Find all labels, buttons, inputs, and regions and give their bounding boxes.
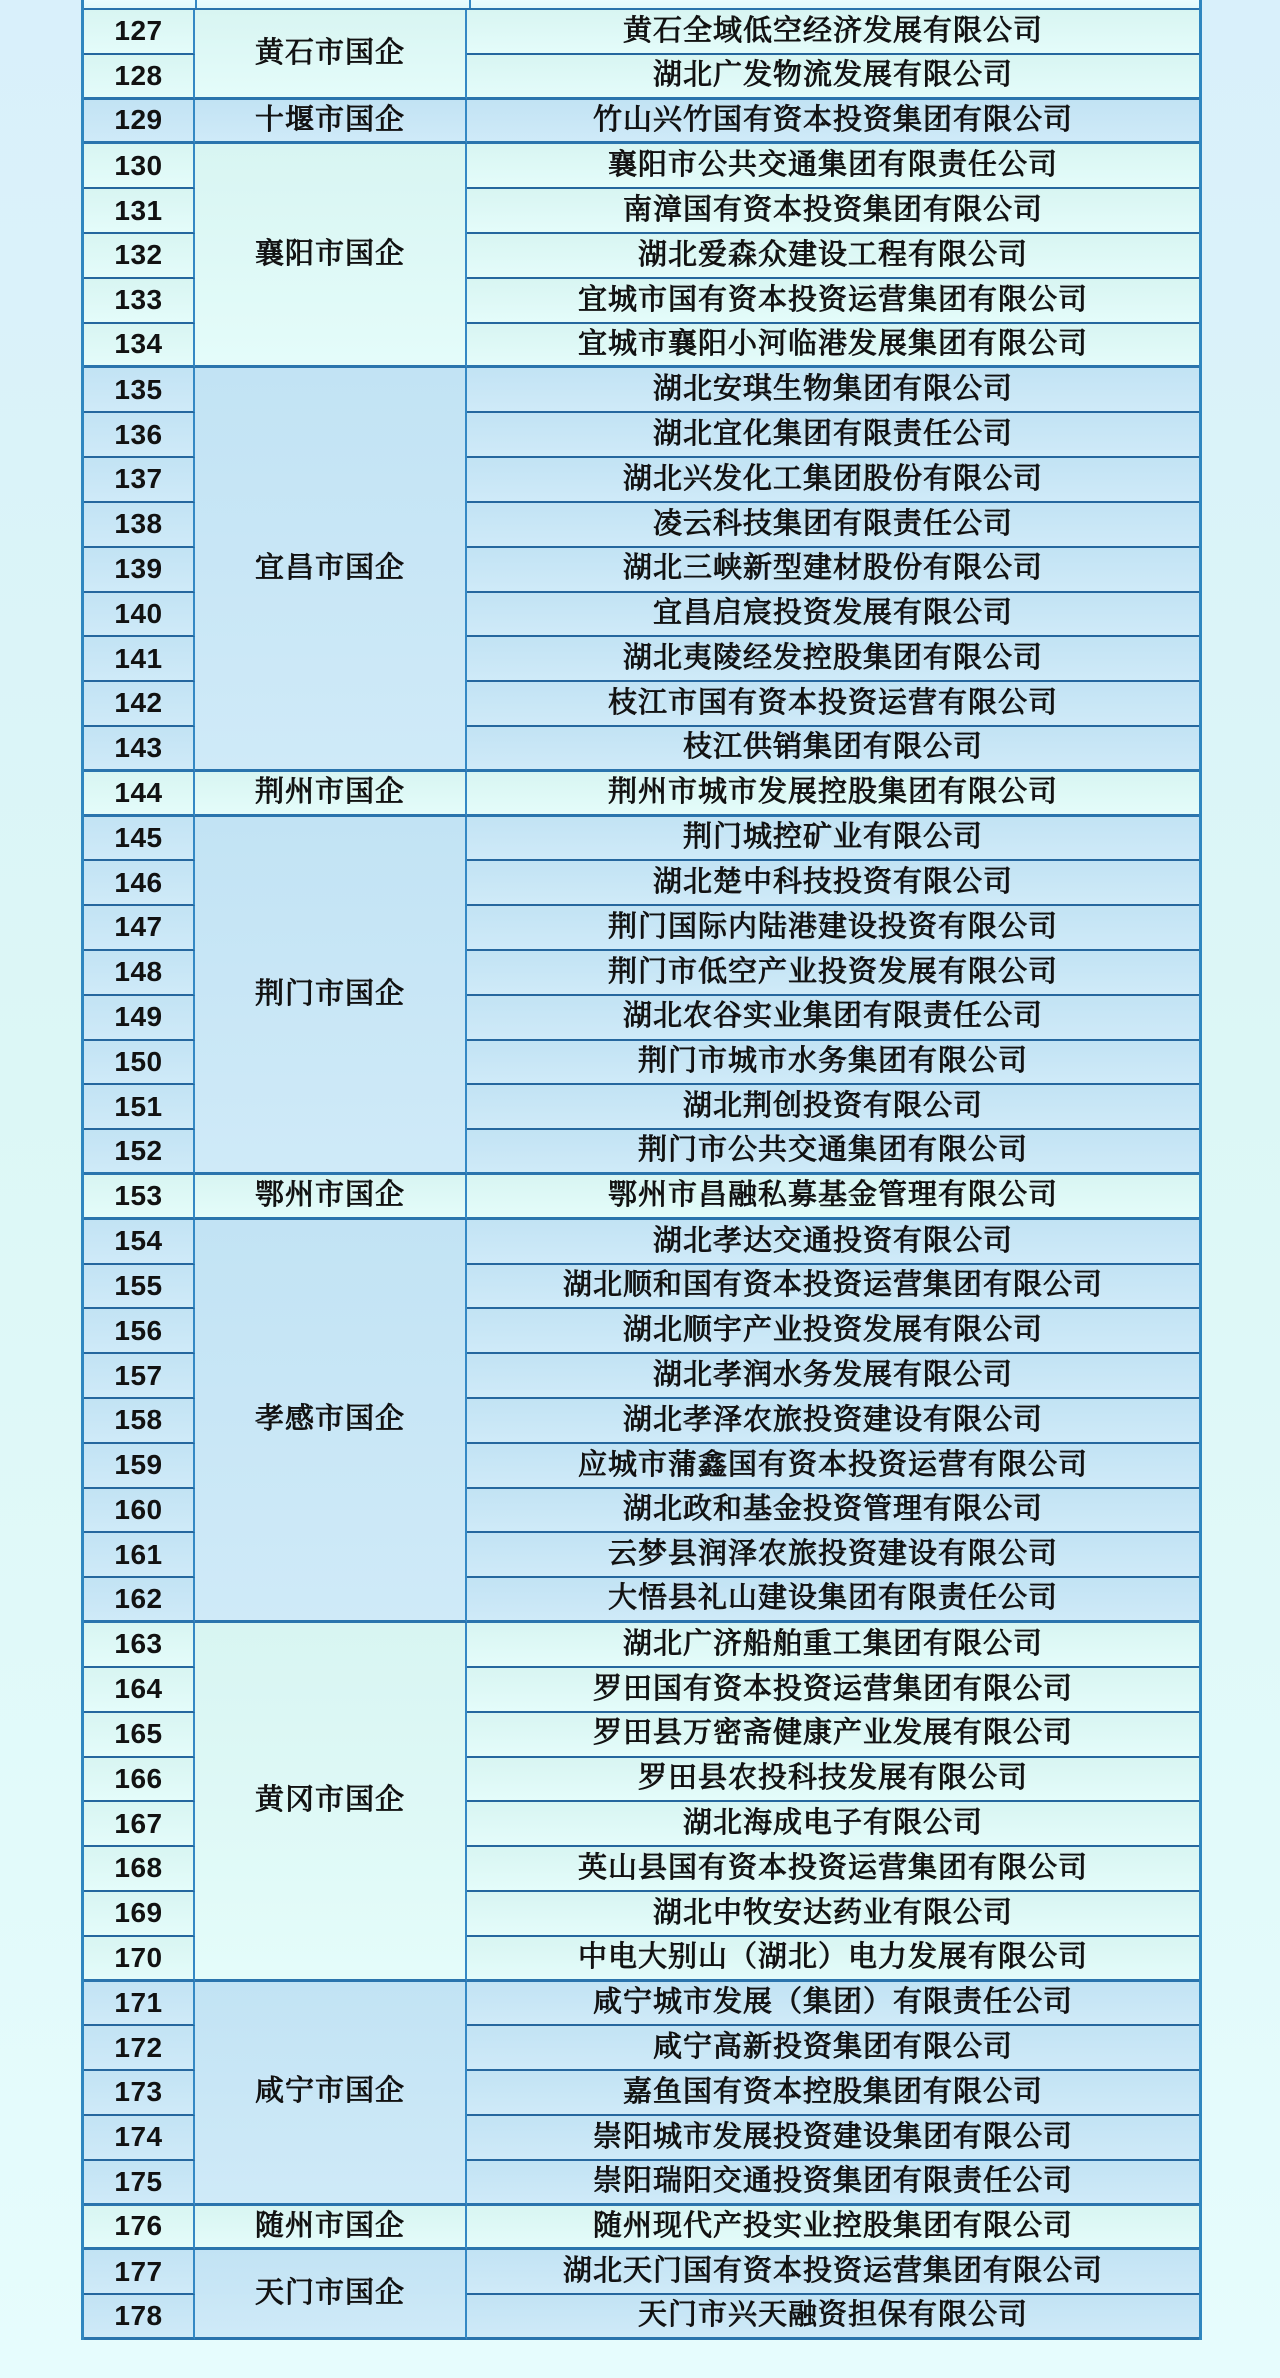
company-cell: 罗田国有资本投资运营集团有限公司: [467, 1668, 1199, 1713]
row-number-cell: 138: [84, 503, 195, 548]
city-group-cell: 黄冈市国企: [195, 1623, 467, 1981]
company-cell: 湖北安琪生物集团有限公司: [467, 368, 1199, 413]
row-number-cell: 136: [84, 413, 195, 458]
city-group-cell: 黄石市国企: [195, 10, 467, 100]
company-cell: 湖北天门国有资本投资运营集团有限公司: [467, 2250, 1199, 2295]
company-cell: 荆门市公共交通集团有限公司: [467, 1130, 1199, 1175]
row-number-cell: 137: [84, 458, 195, 503]
row-number-cell: 140: [84, 593, 195, 638]
row-number-cell: 150: [84, 1041, 195, 1086]
company-cell: 荆门市城市水务集团有限公司: [467, 1041, 1199, 1086]
company-cell: 宜城市襄阳小河临港发展集团有限公司: [467, 324, 1199, 369]
row-number-cell: 171: [84, 1982, 195, 2027]
city-group-cell: 襄阳市国企: [195, 144, 467, 368]
company-cell: 湖北广济船舶重工集团有限公司: [467, 1623, 1199, 1668]
row-number-cell: 154: [84, 1220, 195, 1265]
city-group-cell: 孝感市国企: [195, 1220, 467, 1623]
company-cell: 嘉鱼国有资本控股集团有限公司: [467, 2071, 1199, 2116]
row-number-cell: 153: [84, 1175, 195, 1220]
sliver-city-cell: [197, 0, 469, 8]
row-number-cell: 134: [84, 324, 195, 369]
company-cell: 湖北海成电子有限公司: [467, 1802, 1199, 1847]
company-cell: 崇阳城市发展投资建设集团有限公司: [467, 2116, 1199, 2161]
row-number-cell: 139: [84, 548, 195, 593]
row-number-cell: 157: [84, 1354, 195, 1399]
company-cell: 湖北三峡新型建材股份有限公司: [467, 548, 1199, 593]
row-number-cell: 166: [84, 1758, 195, 1803]
company-cell: 湖北顺宇产业投资发展有限公司: [467, 1309, 1199, 1354]
row-number-cell: 167: [84, 1802, 195, 1847]
row-number-cell: 178: [84, 2295, 195, 2340]
company-cell: 南漳国有资本投资集团有限公司: [467, 189, 1199, 234]
row-number-cell: 142: [84, 682, 195, 727]
row-number-cell: 151: [84, 1085, 195, 1130]
company-cell: 襄阳市公共交通集团有限责任公司: [467, 144, 1199, 189]
row-number-cell: 155: [84, 1265, 195, 1310]
company-cell: 随州现代产投实业控股集团有限公司: [467, 2206, 1199, 2251]
company-cell: 云梦县润泽农旅投资建设有限公司: [467, 1533, 1199, 1578]
row-number-cell: 160: [84, 1489, 195, 1534]
row-number-cell: 156: [84, 1309, 195, 1354]
row-number-cell: 158: [84, 1399, 195, 1444]
row-number-cell: 159: [84, 1444, 195, 1489]
company-cell: 英山县国有资本投资运营集团有限公司: [467, 1847, 1199, 1892]
company-cell: 湖北宜化集团有限责任公司: [467, 413, 1199, 458]
company-cell: 荆门市低空产业投资发展有限公司: [467, 951, 1199, 996]
row-number-cell: 145: [84, 817, 195, 862]
row-number-cell: 163: [84, 1623, 195, 1668]
company-cell: 枝江市国有资本投资运营有限公司: [467, 682, 1199, 727]
row-number-cell: 175: [84, 2161, 195, 2206]
company-cell: 竹山兴竹国有资本投资集团有限公司: [467, 100, 1199, 145]
row-number-cell: 128: [84, 55, 195, 100]
row-number-cell: 131: [84, 189, 195, 234]
row-number-cell: 162: [84, 1578, 195, 1623]
company-cell: 黄石全域低空经济发展有限公司: [467, 10, 1199, 55]
city-group-cell: 随州市国企: [195, 2206, 467, 2251]
company-cell: 湖北兴发化工集团股份有限公司: [467, 458, 1199, 503]
company-cell: 湖北农谷实业集团有限责任公司: [467, 996, 1199, 1041]
row-number-cell: 170: [84, 1937, 195, 1982]
company-cell: 湖北楚中科技投资有限公司: [467, 861, 1199, 906]
city-group-cell: 荆门市国企: [195, 817, 467, 1175]
row-number-cell: 129: [84, 100, 195, 145]
company-cell: 湖北爱森众建设工程有限公司: [467, 234, 1199, 279]
company-cell: 湖北孝达交通投资有限公司: [467, 1220, 1199, 1265]
city-group-cell: 宜昌市国企: [195, 368, 467, 771]
row-number-cell: 149: [84, 996, 195, 1041]
row-number-cell: 144: [84, 772, 195, 817]
row-number-cell: 130: [84, 144, 195, 189]
row-number-cell: 152: [84, 1130, 195, 1175]
row-number-cell: 173: [84, 2071, 195, 2116]
row-number-cell: 165: [84, 1713, 195, 1758]
cutoff-row-sliver: [84, 0, 1199, 10]
company-cell: 枝江供销集团有限公司: [467, 727, 1199, 772]
row-number-cell: 127: [84, 10, 195, 55]
row-number-cell: 176: [84, 2206, 195, 2251]
company-cell: 鄂州市昌融私募基金管理有限公司: [467, 1175, 1199, 1220]
city-group-cell: 天门市国企: [195, 2250, 467, 2340]
row-number-cell: 172: [84, 2026, 195, 2071]
company-cell: 罗田县农投科技发展有限公司: [467, 1758, 1199, 1803]
company-cell: 湖北夷陵经发控股集团有限公司: [467, 637, 1199, 682]
row-number-cell: 161: [84, 1533, 195, 1578]
row-number-cell: 133: [84, 279, 195, 324]
row-number-cell: 174: [84, 2116, 195, 2161]
city-group-cell: 鄂州市国企: [195, 1175, 467, 1220]
sliver-company-cell: [471, 0, 1199, 8]
company-cell: 凌云科技集团有限责任公司: [467, 503, 1199, 548]
row-number-cell: 141: [84, 637, 195, 682]
row-number-cell: 143: [84, 727, 195, 772]
row-number-cell: 132: [84, 234, 195, 279]
row-number-cell: 169: [84, 1892, 195, 1937]
company-cell: 荆门国际内陆港建设投资有限公司: [467, 906, 1199, 951]
company-cell: 荆州市城市发展控股集团有限公司: [467, 772, 1199, 817]
soe-table-grid: [84, 10, 1199, 2340]
company-cell: 湖北荆创投资有限公司: [467, 1085, 1199, 1130]
company-cell: 应城市蒲鑫国有资本投资运营有限公司: [467, 1444, 1199, 1489]
company-cell: 崇阳瑞阳交通投资集团有限责任公司: [467, 2161, 1199, 2206]
city-group-cell: 咸宁市国企: [195, 1982, 467, 2206]
company-cell: 咸宁城市发展（集团）有限责任公司: [467, 1982, 1199, 2027]
company-cell: 大悟县礼山建设集团有限责任公司: [467, 1578, 1199, 1623]
soe-table: [81, 0, 1202, 2340]
row-number-cell: 168: [84, 1847, 195, 1892]
city-group-cell: 荆州市国企: [195, 772, 467, 817]
company-cell: 湖北中牧安达药业有限公司: [467, 1892, 1199, 1937]
row-number-cell: 135: [84, 368, 195, 413]
row-number-cell: 147: [84, 906, 195, 951]
company-cell: 宜昌启宸投资发展有限公司: [467, 593, 1199, 638]
company-cell: 湖北孝泽农旅投资建设有限公司: [467, 1399, 1199, 1444]
company-cell: 湖北政和基金投资管理有限公司: [467, 1489, 1199, 1534]
company-cell: 湖北孝润水务发展有限公司: [467, 1354, 1199, 1399]
company-cell: 宜城市国有资本投资运营集团有限公司: [467, 279, 1199, 324]
company-cell: 中电大别山（湖北）电力发展有限公司: [467, 1937, 1199, 1982]
row-number-cell: 164: [84, 1668, 195, 1713]
row-number-cell: 148: [84, 951, 195, 996]
company-cell: 天门市兴天融资担保有限公司: [467, 2295, 1199, 2340]
company-cell: 湖北顺和国有资本投资运营集团有限公司: [467, 1265, 1199, 1310]
company-cell: 咸宁高新投资集团有限公司: [467, 2026, 1199, 2071]
row-number-cell: 177: [84, 2250, 195, 2295]
city-group-cell: 十堰市国企: [195, 100, 467, 145]
company-cell: 罗田县万密斋健康产业发展有限公司: [467, 1713, 1199, 1758]
row-number-cell: 146: [84, 861, 195, 906]
sliver-number-cell: [84, 0, 195, 8]
company-cell: 湖北广发物流发展有限公司: [467, 55, 1199, 100]
company-cell: 荆门城控矿业有限公司: [467, 817, 1199, 862]
